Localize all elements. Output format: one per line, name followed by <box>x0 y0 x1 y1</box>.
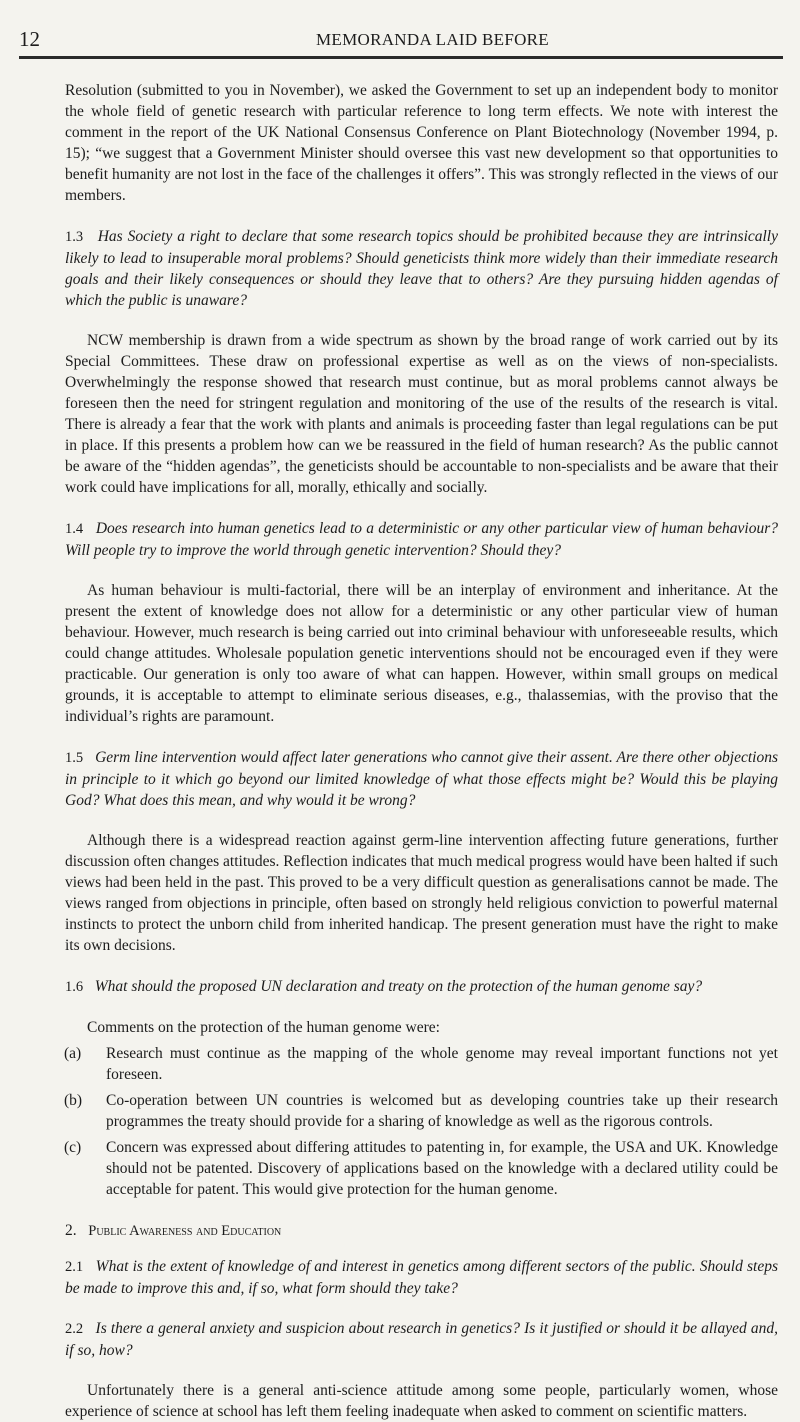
header-rule <box>19 56 783 59</box>
question-number: 1.6 <box>65 979 84 995</box>
section-2-heading <box>65 1220 778 1242</box>
question-number: 1.5 <box>65 750 84 766</box>
answer-2-2: Unfortunately there is a general anti-science attitude among some people, particularly women, whose experience of science at school has left them feeling inadequate when asked to comment on scientific matters. <box>65 1382 778 1420</box>
item-label: (a) <box>64 1045 82 1062</box>
list-item <box>65 1137 778 1200</box>
item-label: (b) <box>64 1092 83 1109</box>
question-1-3 <box>65 226 778 311</box>
question-number: 1.4 <box>65 521 84 537</box>
question-2-1 <box>65 1256 778 1299</box>
question-text: Has Society a right to declare that some research topics should be prohibited because they are intrinsically likely to lead to insuperable moral problems? Should geneticists think more widely than their immediate research goals and their likely consequences or should they leave that to others? Are they pursuing hidden agendas of which the public is unaware? <box>65 228 778 309</box>
question-number: 2.2 <box>65 1321 84 1337</box>
question-text: Does research into human genetics lead to a deterministic or any other particular view of human behaviour? Will people try to improve the world through genetic intervention? Should they? <box>65 520 778 559</box>
section-number: 2. <box>65 1222 77 1239</box>
answer-1-6-lead: Comments on the protection of the human genome were: <box>87 1019 440 1036</box>
question-text: Germ line intervention would affect later generations who cannot give their assent. Are there other objections in principle to it which go beyond our limited knowledge of what those effects might be? Would this be playing God? What does this mean, and why would it be wrong? <box>65 749 779 809</box>
list-item <box>65 1090 778 1132</box>
question-1-6 <box>65 976 778 998</box>
answer-1-3: NCW membership is drawn from a wide spectrum as shown by the broad range of work carried out by its Special Committees. These draw on professional expertise as well as on the views of non-specialists. Overwhelmingly the response showed that research must continue, but as moral problems cannot always be foreseen then the need for stringent regulation and monitoring of the use of the results of the research is vital. There is already a fear that the work with plants and animals is proceeding faster than legal regulations can be put in place. If this presents a problem how can we be reassured in the field of human research? As the public cannot be aware of the “hidden agendas”, the geneticists should be accountable to non-specialists and be aware that their work could have implications for all, morally, ethically and socially. <box>65 332 778 496</box>
document-body <box>65 80 778 1422</box>
question-text: What should the proposed UN declaration and treaty on the protection of the human genome say? <box>94 978 703 995</box>
question-text: What is the extent of knowledge of and interest in genetics among different sectors of the public. Should steps be made to improve this and, if so, what form should they take? <box>65 1258 778 1297</box>
item-text: Research must continue as the mapping of the whole genome may reveal important functions not yet foreseen. <box>106 1045 778 1083</box>
question-2-2 <box>65 1318 778 1361</box>
page-number: 12 <box>19 27 40 51</box>
item-label: (c) <box>64 1139 82 1156</box>
intro-paragraph: Resolution (submitted to you in November), we asked the Government to set up an independent body to monitor the whole field of genetic research with particular reference to long term effects. We note with interest the comment in the report of the UK National Consensus Conference on Plant Biotechnology (November 1994, p. 15); “we suggest that a Government Minister should oversee this vast new development so that opportunities to benefit humanity are not lost in the face of the challenges it offers”. This was strongly reflected in the views of our members. <box>65 82 778 204</box>
question-1-5 <box>65 747 778 811</box>
item-text: Concern was expressed about differing attitudes to patenting in, for example, the USA and UK. Knowledge should not be patented. Discovery of applications based on the knowledge with a declared utility could be acceptable for patent. This would give protection for the human genome. <box>106 1139 778 1198</box>
answer-1-4: As human behaviour is multi-factorial, there will be an interplay of environment and inheritance. At the present the extent of knowledge does not allow for a deterministic or any other particular view of human behaviour. However, much research is being carried out into criminal behaviour with unforeseeable results, which could change attitudes. Wholesale population genetic interventions should not be encouraged even if they were practicable. Our generation is only too aware of what can happen. However, within small groups on medical grounds, it is acceptable to attempt to eliminate serious diseases, e.g., thalassemias, with the proviso that the individual’s rights are paramount. <box>65 582 778 725</box>
comment-list <box>65 1043 778 1200</box>
list-item <box>65 1043 778 1085</box>
running-title: MEMORANDA LAID BEFORE <box>316 30 549 49</box>
answer-1-5: Although there is a widespread reaction against germ-line intervention affecting future generations, further discussion often changes attitudes. Reflection indicates that much medical progress would have been halted if such views had been held in the past. This proved to be a very difficult question as generalisations cannot be made. The views ranged from objections in principle, often based on strongly held religious conviction to powerful maternal instincts to protect the unborn child from inherited handicap. The present generation must have the right to make its own decisions. <box>65 832 778 954</box>
item-text: Co-operation between UN countries is welcomed but as developing countries take up their research programmes the treaty should provide for a sharing of knowledge as well as the rigorous controls. <box>106 1092 778 1130</box>
question-1-4 <box>65 518 778 561</box>
question-text: Is there a general anxiety and suspicion about research in genetics? Is it justified or should it be allayed and, if so, how? <box>65 1320 779 1359</box>
question-number: 1.3 <box>65 229 84 245</box>
section-title: Public Awareness and Education <box>88 1223 282 1239</box>
question-number: 2.1 <box>65 1259 84 1275</box>
